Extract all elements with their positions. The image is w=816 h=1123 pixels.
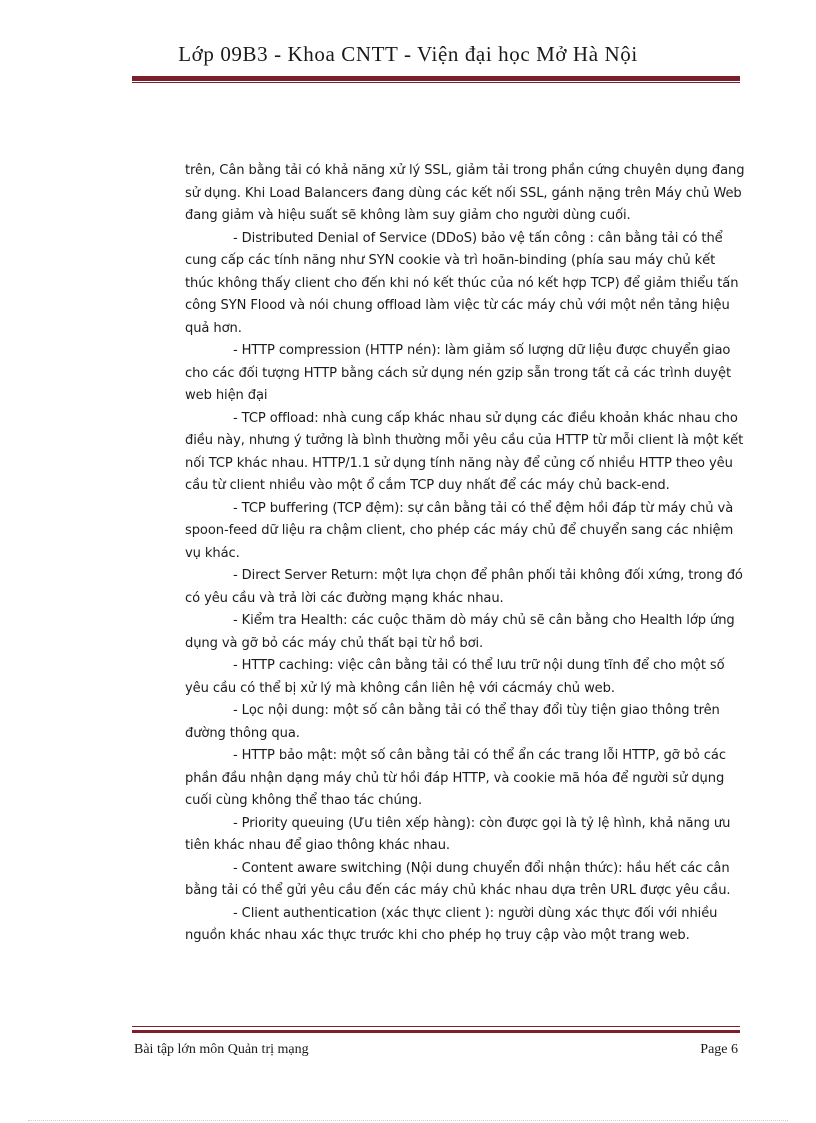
list-item-client-authentication: - Client authentication (xác thực client ): người dùng xác thực đối với nhiều nguồn khác nhau xác thực trước khi cho phép họ truy cập vào một trang web.	[185, 905, 718, 943]
list-item-priority-queuing: - Priority queuing (Ưu tiên xếp hàng): còn được gọi là tỷ lệ hình, khả năng ưu tiên khác nhau để giao thông khác nhau.	[185, 815, 731, 853]
paragraph-continuation: trên, Cân bằng tải có khả năng xử lý SSL, giảm tải trong phần cứng chuyên dụng đang sử dụng. Khi Load Balancers đang dùng các kết nối SSL, gánh nặng trên Máy chủ Web đang giảm và hiệu suất sẽ không làm suy giảm cho người dùng cuối.	[185, 163, 745, 223]
footer-course-title: Bài tập lớn môn Quản trị mạng	[134, 1042, 309, 1057]
header-divider	[132, 76, 740, 81]
list-item-http-compression: - HTTP compression (HTTP nén): làm giảm số lượng dữ liệu được chuyển giao cho các đối tượng HTTP bằng cách sử dụng nén gzip sẵn trong tất cả các trình duyệt web hiện đại	[185, 343, 732, 403]
list-item-http-caching: - HTTP caching: việc cân bằng tải có thể lưu trữ nội dung tĩnh để cho một số yêu cầu có thể bị xử lý mà không cần liên hệ với cácmáy chủ web.	[185, 658, 725, 696]
list-item-http-security: - HTTP bảo mật: một số cân bằng tải có thể ẩn các trang lỗi HTTP, gỡ bỏ các phần đầu nhận dạng máy chủ từ hồi đáp HTTP, và cookie mã hóa để người sử dụng cuối cùng không thể thao tác chúng.	[185, 748, 726, 808]
list-item-content-aware-switching: - Content aware switching (Nội dung chuyển đổi nhận thức): hầu hết các cân bằng tải có thể gửi yêu cầu đến các máy chủ khác nhau dựa trên URL được yêu cầu.	[185, 860, 731, 898]
list-item-health-check: - Kiểm tra Health: các cuộc thăm dò máy chủ sẽ cân bằng cho Health lớp ứng dụng và gỡ bỏ các máy chủ thất bại từ hồ bơi.	[185, 613, 735, 651]
list-item-direct-server-return: - Direct Server Return: một lựa chọn để phân phối tải không đối xứng, trong đó có yêu cầu và trả lời các đường mạng khác nhau.	[185, 568, 743, 606]
list-item-ddos: - Distributed Denial of Service (DDoS) bảo vệ tấn công : cân bằng tải có thể cung cấp các tính năng như SYN cookie và trì hoãn-binding (phía sau máy chủ kết thúc không thấy client cho đến khi nó kết thúc của nó kết hợp TCP) để giảm thiểu tấn công SYN Flood và nói chung offload làm việc từ các máy chủ với một nền tảng hiệu quả hơn.	[185, 230, 739, 336]
document-body	[185, 160, 745, 948]
page-header-title: Lớp 09B3 - Khoa CNTT - Viện đại học Mở Hà Nội	[178, 42, 638, 66]
page-bottom-edge	[28, 1120, 788, 1121]
list-item-tcp-buffering: - TCP buffering (TCP đệm): sự cân bằng tải có thể đệm hồi đáp từ máy chủ và spoon-feed dữ liệu ra chậm client, cho phép các máy chủ để chuyển sang các nhiệm vụ khác.	[185, 500, 734, 561]
page-number: Page 6	[700, 1042, 738, 1057]
list-item-content-filtering: - Lọc nội dung: một số cân bằng tải có thể thay đổi tùy tiện giao thông trên đường thông qua.	[185, 703, 720, 741]
footer-divider	[132, 1030, 740, 1033]
list-item-tcp-offload: - TCP offload: nhà cung cấp khác nhau sử dụng các điều khoản khác nhau cho điều này, nhưng ý tưởng là bình thường mỗi yêu cầu của HTTP từ mỗi client là một kết nối TCP khác nhau. HTTP/1.1 sử dụng tính năng này để củng cố nhiều HTTP theo yêu cầu từ client nhiều vào một ổ cắm TCP duy nhất để các máy chủ back-end.	[185, 410, 744, 493]
